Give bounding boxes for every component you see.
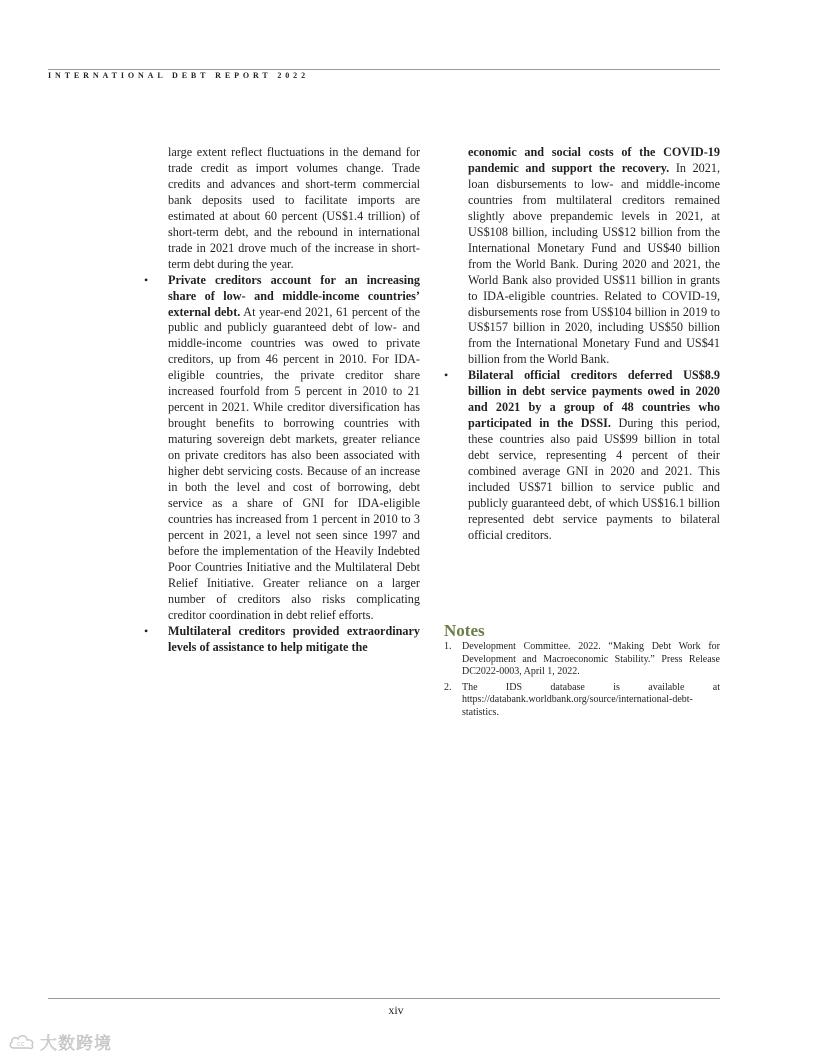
bullet-lead: Multilateral creditors provided extraordinary levels of assistance to help mitigate the — [168, 623, 420, 654]
bullet-item — [144, 623, 420, 656]
continuation-body: In 2021, loan disbursements to low- and middle-income countries from multilateral creditors remained slightly above prepandemic levels in 2021, at US$108 billion, including US$12 billion from the International Monetary Fund and US$40 billion from the World Bank. During 2020 and 2021, the World Bank also provided US$11 billion in grants to IDA-eligible countries. Related to COVID-19, disbursements rose from US$104 billion in 2019 to US$157 billion in 2020, including US$50 billion from the International Monetary Fund and US$41 billion from the World Bank. — [468, 160, 720, 367]
note-item — [444, 641, 720, 679]
continuation-paragraph: large extent reflect fluctuations in the demand for trade credit as import volumes change. Trade credits and advances and short-term commercial bank deposits used to facilitate imports are estimated at about 60 percent (US$1.4 trillion) of short-term debt, and the rebound in international trade in 2021 drove much of the increase in short-term debt during the year. — [168, 145, 420, 271]
notes-heading: Notes — [444, 621, 485, 640]
page-number: xiv — [388, 1003, 404, 1017]
bullet-item — [144, 272, 420, 624]
bullet-body: At year-end 2021, 61 percent of the public and publicly guaranteed debt of low- and middle-income countries was owed to private creditors, up from 46 percent in 2010. For IDA-eligible countries, the private creditor share increased fourfold from 5 percent in 2010 to 21 percent in 2021. While creditor diversification has brought benefits to borrowing countries with maturing sovereign debt markets, greater reliance on private creditors has also been associated with higher debt servicing costs. Because of an increase in both the level and cost of borrowing, debt service as a share of GNI for IDA-eligible countries has increased from 1 percent in 2010 to 3 percent in 2021, a level not seen since 1997 and before the implementation of the Heavily Indebted Poor Countries Initiative and the Multilateral Debt Relief Initiative. Greater reliance on a larger number of creditors also risks complicating creditor coordination in debt relief efforts. — [168, 304, 420, 622]
notes-list — [444, 641, 720, 723]
cloud-logo-icon — [8, 1032, 38, 1052]
bullet-icon: • — [144, 623, 149, 638]
note-number: 1. — [444, 641, 452, 652]
note-number: 2. — [444, 681, 452, 693]
note-text: Development Committee. 2022. “Making Debt Work for Development and Macroeconomic Stability.” Press Release DC2022-0003, April 1, 2022. — [462, 641, 720, 678]
note-text: The IDS database is available at https://databank.worldbank.org/source/international-debt-statistics. — [462, 681, 720, 718]
footer-rule — [48, 998, 720, 999]
left-column — [144, 145, 420, 656]
bullet-body: During this period, these countries also paid US$99 billion in total debt service, representing 4 percent of their combined average GNI in 2020 and 2021. This included US$71 billion to service public and publicly guaranteed debt, of which US$16.1 billion represented debt service payments to bilateral official creditors. — [468, 416, 720, 542]
bullet-lead: Bilateral official creditors deferred US$8.9 billion in debt service payments owed in 2020 and 2021 by a group of 48 countries who participated in the DSSI. — [468, 368, 720, 431]
bullet-icon: • — [444, 368, 449, 383]
running-head: INTERNATIONAL DEBT REPORT 2022 — [48, 71, 309, 80]
right-column — [444, 145, 720, 544]
header-rule — [48, 69, 720, 70]
bullet-item — [444, 368, 720, 543]
bullet-lead: Private creditors account for an increasing share of low- and middle-income countries’ external debt. — [168, 272, 420, 319]
note-item — [444, 682, 720, 720]
continuation-paragraph — [468, 145, 720, 368]
watermark-text: 大数跨境 — [40, 1034, 112, 1054]
watermark — [8, 1029, 112, 1054]
svg-text:cc: cc — [17, 1039, 25, 1048]
bullet-icon: • — [144, 272, 149, 287]
continuation-lead: economic and social costs of the COVID-19 pandemic and support the recovery. — [468, 145, 720, 175]
